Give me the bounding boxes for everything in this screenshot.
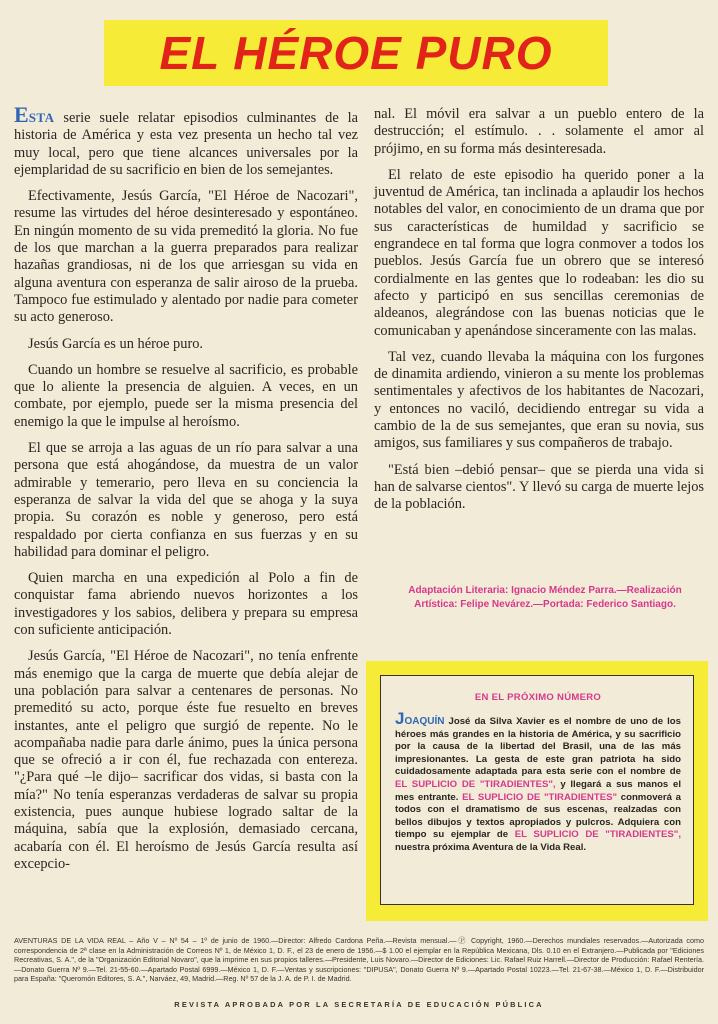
left-paragraph-3: Jesús García es un héroe puro. (28, 335, 204, 352)
next-issue-title-2: EL SUPLICIO DE "TIRADIENTES" (462, 791, 618, 803)
page-title: EL HÉROE PURO (159, 27, 553, 79)
drop-cap: E (14, 102, 29, 127)
next-issue-title-1: EL SUPLICIO DE "TIRADIENTES", (395, 778, 556, 790)
left-paragraph-6: Quien marcha en una expedición al Polo a fin de conquistar fama abriendo nuevos horizontes a los investigadores y los sabios, delibera y prepara su empresa con suficiente anticipación. (14, 570, 358, 639)
left-paragraph-1 (14, 102, 358, 179)
left-paragraph-7: Jesús García, "El Héroe de Nacozari", no tenía enfrente más enemigo que la carga de muerte que debía alejar de una población para salvar a centenares de personas. No premeditó su acto, porque éste fue resuelto en breves instantes, ante el peligro que surgió de repente. No le acompañaba nadie para darle ánimo, pues la única persona que se ofreció a ir con él, fue rechazada con entereza. "¿Para qué –le dijo– sacrificar dos vidas, si basta con la mía?" No tenía esperanzas verdaderas de salvar su propia existencia, pues aunque hubiese logrado saltar de la máquina, sabía que la explosión, demasiado cercana, acabaría con él. El heroísmo de Jesús García resulta así excepcio- (14, 648, 358, 872)
next-issue-title-3: EL SUPLICIO DE "TIRADIENTES", (514, 829, 681, 841)
next-issue-drop-cap: J (395, 709, 405, 728)
next-issue-drop-word: OAQUÍN (404, 716, 445, 727)
left-paragraph-5: El que se arroja a las aguas de un río para salvar a una persona que está ahogándose, da muestra de un valor admirable y temerario, pero lleva en su conciencia la esperanza de salvar la vida del que se ahoga y la suya propia. Su corazón es noble y generoso, pero está respaldado por cierta confianza en sus fuerzas y en su habilidad para dominar el peligro. (14, 440, 358, 560)
right-paragraph-4: "Está bien –debió pensar– que se pierda una vida si han de salvarse cientos". Y llevó su carga de muerte lejos de la población. (374, 461, 704, 513)
right-paragraph-1: nal. El móvil era salvar a un pueblo entero de la destrucción; el estímulo. . . solamente el amor al prójimo, en su forma más desinteresada. (374, 106, 704, 157)
title-banner (104, 20, 608, 86)
next-issue-frame (366, 661, 708, 921)
next-issue-heading: EN EL PRÓXIMO NÚMERO (474, 692, 602, 703)
left-column (14, 102, 358, 882)
drop-word: STA (28, 110, 55, 125)
next-issue-text-4: nuestra próxima Aventura de la Vida Real. (395, 841, 587, 853)
credits-line-1: Adaptación Literaria: Ignacio Méndez Parra.—Realización (408, 585, 682, 596)
right-paragraph-2: El relato de este episodio ha querido poner a la juventud de América, tan inclinada a aplaudir los hechos notables del valor, en conocimiento de un drama que por sus características de humildad y sacrificio se engrandece en tal forma que logra conmover a todos los pueblos. Jesús García fue un obrero que se interesó cordialmente en las gentes que lo rodeaban: les dio su afecto y participó en sus sencillas ceremonias de aldeanos, alegrándose con las buenas noticias que le comunicaban y apenándose sinceramente con las malas. (374, 166, 704, 339)
next-issue-text (395, 709, 681, 855)
credits (390, 584, 700, 612)
next-issue-text-2: y llegará a sus manos el mes entrante. (395, 778, 681, 803)
imprint-footer: AVENTURAS DE LA VIDA REAL – Año V – Nº 54 – 1º de junio de 1960.—Director: Alfredo Cardona Peña.—Revista mensual.—Ⓟ Copyright, 1960.—Derechos mundiales reservados.—Autorizada como correspondencia de 2ª clase en la Administración de Correos Nº 1, de México 1, D. F., el 23 de enero de 1956.—$ 1.00 el ejemplar en la República Mexicana, Dls. 0.10 en el Extranjero.—Publicada por "Ediciones Recreativas, S. A.", de la "Organización Editorial Novaro", que la imprime en sus propios talleres.—Presidente, Luis Novaro.—Director de Ediciones: Lic. Rafael Ruiz Harrell.—Director de Producción: Rafael Rentería.—Donato Guerra Nº 9.—Tel. 21-55-60.—Apartado Postal 6999.—México 1, D. F.—Ventas y suscripciones: "DIPUSA", Donato Guerra Nº 9.—Apartado Postal 10223.—Tel. 21-67-38.—México 1, D. F.—Distribuidor para España: "Queromón Editores, S. A.", Narváez, 49, Madrid.—Reg. Nº 57 de la J. A. de P. I. de Madrid. (14, 936, 704, 984)
left-paragraph-1-text: serie suele relatar episodios culminantes de la historia de América y esta vez presenta un hecho tal vez muy local, pero que tiene alcances universales por la ejemplaridad de su sacrificio en bien de los semejantes. (14, 110, 358, 178)
left-paragraph-2: Efectivamente, Jesús García, "El Héroe de Nacozari", resume las virtudes del héroe desinteresado y espontáneo. En ningún momento de su vida premeditó la gloria. No fue de los que marchan a la guerra preparados para realizar hazañas grandiosas, ni de los que arriesgan su vida en alguna aventura con esperanza de salir airoso de la prueba. Tampoco fue estimulado y alentado por nadie para cometer su acto generoso. (14, 188, 358, 326)
credits-line-2: Artística: Felipe Nevárez.—Portada: Federico Santiago. (414, 599, 676, 610)
right-paragraph-3: Tal vez, cuando llevaba la máquina con los furgones de dinamita ardiendo, vinieron a su mente los problemas sentimentales y afectivos de los habitantes de Nacozari, y entonces no vaciló, decidiendo entregar su vida a cambio de la de sus semejantes, que eran su novia, sus amigos, sus familiares y sus compañeros de trabajo. (374, 348, 704, 452)
right-column (374, 106, 704, 523)
left-paragraph-4: Cuando un hombre se resuelve al sacrificio, es probable que lo aliente la presencia de alguien. A veces, en un combate, por ejemplo, puede ser la misma presencia del enemigo la que le impulse al heroísmo. (14, 361, 358, 430)
next-issue-text-3: conmoverá a todos con el dramatismo de sus escenas, realzadas con bellos dibujos y textos apropiados y pulcros. Adquiera con tiempo su ejemplar de (395, 791, 681, 841)
next-issue-text-1: José da Silva Xavier es el nombre de uno de los héroes más grandes en la historia de América, y su sacrificio por la causa de la libertad del Brasil, una de las más impresionantes. La gesta de este gran patriota ha sido cuidadosamente adaptada para esta serie con el nombre de (395, 716, 681, 778)
approval-notice: REVISTA APROBADA POR LA SECRETARÍA DE EDUCACIÓN PÚBLICA (174, 1000, 544, 1009)
next-issue-box (380, 675, 694, 905)
